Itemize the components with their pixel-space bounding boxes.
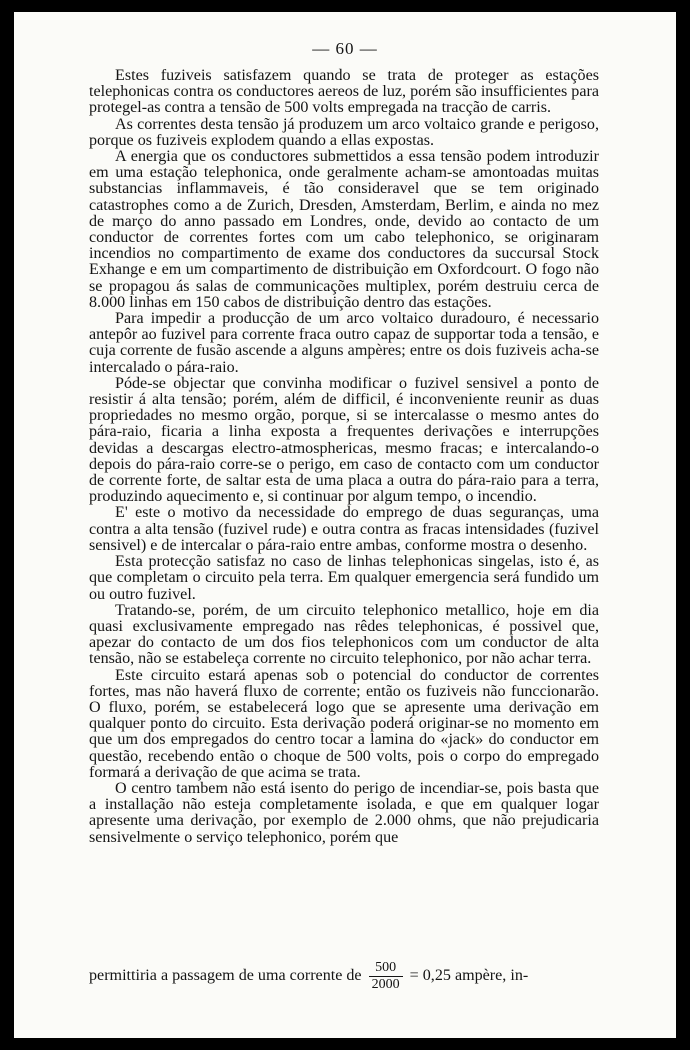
paragraph-5: Póde-se objectar que convinha modificar o fuzivel sensivel a ponto de resistir á alta tensão; porém, além de difficil, é inconveniente reunir as duas propriedades no mesmo orgão, porque, si se intercalasse o mesmo antes do pára-raio, ficaria a linha exposta a frequentes derivações e interrupções devidas a descargas electro-atmosphericas, mesmo fracas; e intercalando-o depois do pára-raio corre-se o perigo, em caso de contacto com um conductor de corrente forte, de saltar esta de uma placa a outra do pára-raio para a terra, produzindo aquecimento e, si continuar por algum tempo, o incendio. (89, 374, 599, 506)
paragraph-6: E' este o motivo da necessidade do emprego de duas seguranças, uma contra a alta tensão (fuzivel rude) e outra contra as fracas intensidades (fuzivel sensivel) e de intercalar o pára-raio entre ambas, conforme mostra o desenho. (89, 504, 599, 554)
body-text (89, 68, 599, 846)
paragraph-4: Para impedir a producção de um arco voltaico duradouro, é necessario antepôr ao fuzivel para corrente fraca outro capaz de supportar toda a tensão, e cuja corrente de fusão ascende a alguns ampères; entre os dois fuziveis acha-se intercalado o pára-raio. (89, 310, 599, 376)
formula-text-before: permittiria a passagem de uma corrente de (89, 967, 362, 985)
document-page (14, 12, 676, 1038)
formula-text-after: = 0,25 ampère, in- (409, 967, 529, 985)
paragraph-8: Tratando-se, porém, de um circuito telephonico metallico, hoje em dia quasi exclusivamente empregado nas rêdes telephonicas, é possivel que, apezar do contacto de um dos fios telephonicos com um conductor de alta tensão, não se estabeleça corrente no circuito telephonico, por não achar terra. (89, 601, 599, 668)
fraction-numerator: 500 (369, 960, 403, 977)
page-number: — 60 — (312, 39, 378, 58)
formula-line (89, 960, 609, 993)
paragraph-2: As correntes desta tensão já produzem um arco voltaico grande e perigoso, porque os fuziveis explodem quando a ellas expostas. (89, 115, 599, 149)
paragraph-7: Esta protecção satisfaz no caso de linhas telephonicas singelas, isto é, as que completam o circuito pela terra. Em qualquer emergencia será fundido um ou outro fuzivel. (89, 553, 599, 603)
paragraph-3: A energia que os conductores submettidos a essa tensão podem introduzir em uma estação telephonica, onde geralmente acham-se amontoadas muitas substancias inflammaveis, é tão consideravel que se tem originado catastrophes como a de Zurich, Dresden, Amsterdam, Berlim, e ainda no mez de março do anno passado em Londres, onde, devido ao contacto de um conductor de correntes fortes com um cabo telephonico, se originaram incendios no compartimento de exame dos conductores da succursal Stock Exhange e em um compartimento de distribuição em Oxfordcourt. O fogo não se propagou ás salas de communicações multiplex, porém destruiu cerca de 8.000 linhas em 150 cabos de distribuição dentro das estações. (89, 148, 599, 311)
paragraph-9: Este circuito estará apenas sob o potencial do conductor de correntes fortes, mas não haverá fluxo de corrente; então os fuziveis não funccionarão. O fluxo, porém, se estabelecerá logo que se apresente uma derivação em qualquer ponto do circuito. Esta derivação poderá originar-se no momento em que um dos empregados do centro tocar a lamina do «jack» do conductor em questão, recebendo então o choque de 500 volts, pois o corpo do empregado formará a derivação de que acima se trata. (89, 666, 599, 781)
paragraph-1: Estes fuziveis satisfazem quando se trata de proteger as estações telephonicas contra os conductores aereos de luz, porém são insufficientes para protegel-as contra a tensão de 500 volts empregada na tracção de carris. (89, 67, 599, 117)
paragraph-10: O centro tambem não está isento do perigo de incendiar-se, pois basta que a installação não esteja completamente isolada, e que em qualquer logar apresente uma derivação, por exemplo de 2.000 ohms, que não prejudicaria sensivelmente o serviço telephonico, porém que (89, 779, 599, 846)
fraction (369, 960, 403, 993)
fraction-denominator: 2000 (371, 977, 400, 992)
